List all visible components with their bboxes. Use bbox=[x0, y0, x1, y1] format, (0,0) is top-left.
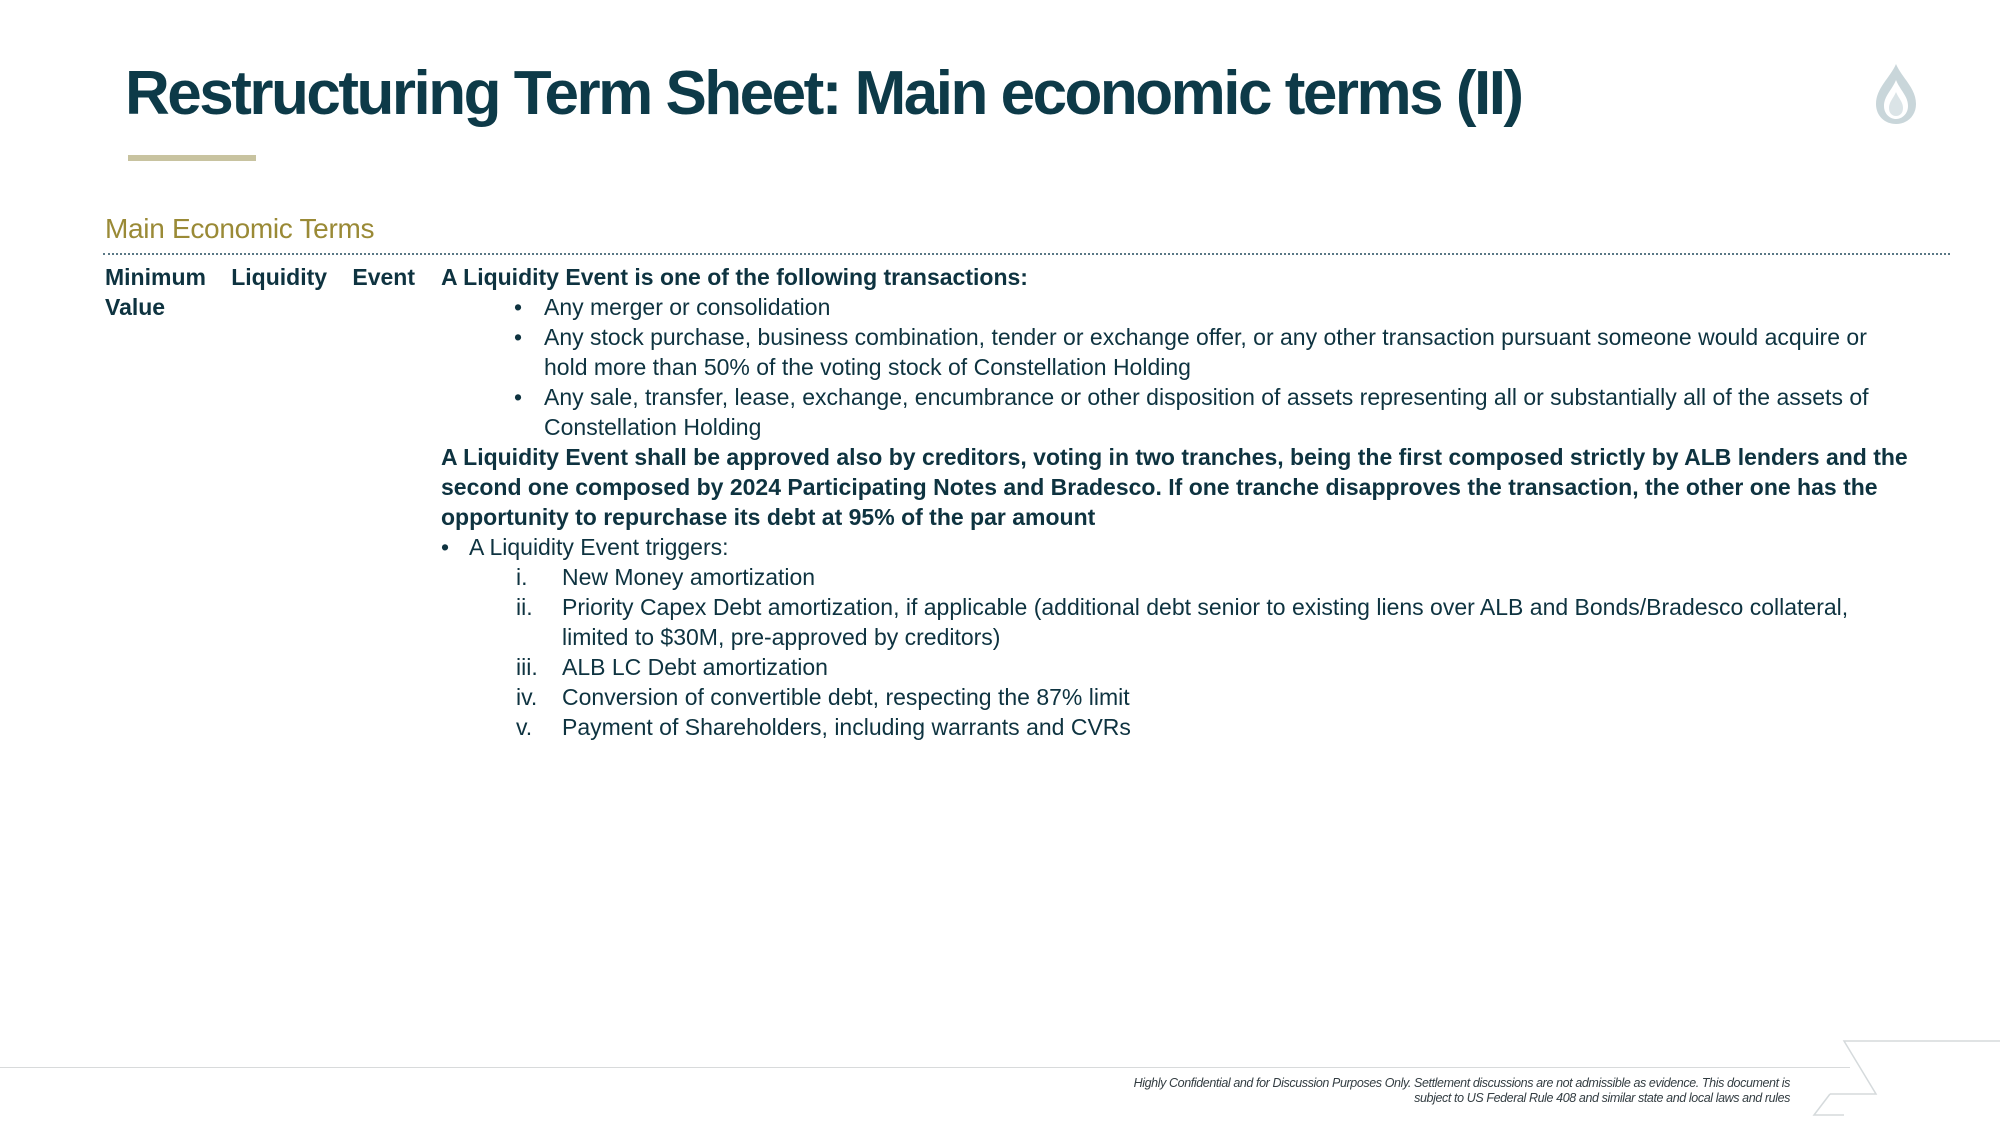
page-title: Restructuring Term Sheet: Main economic terms (II) bbox=[125, 59, 1522, 128]
list-item-text: Priority Capex Debt amortization, if applicable (additional debt senior to existing liens over ALB and Bonds/Bradesco collateral, limited to $30M, pre-approved by creditors) bbox=[562, 594, 1849, 650]
triggers-bullet bbox=[441, 532, 1951, 562]
list-item-text: Conversion of convertible debt, respecting the 87% limit bbox=[562, 684, 1130, 710]
list-item-text: Any sale, transfer, lease, exchange, encumbrance or other disposition of assets representing all or substantially all of the assets of Constellation Holding bbox=[544, 384, 1869, 440]
triggers-label: A Liquidity Event triggers: bbox=[469, 534, 729, 560]
list-item bbox=[441, 682, 1951, 712]
list-item bbox=[441, 712, 1951, 742]
title-underline bbox=[128, 155, 256, 161]
flame-drop-icon bbox=[1872, 62, 1920, 126]
footer-decoration bbox=[1800, 1040, 2000, 1125]
terms-content bbox=[441, 262, 1951, 742]
section-divider bbox=[103, 253, 1950, 255]
roman-marker: i. bbox=[516, 564, 528, 590]
triggers-list bbox=[441, 562, 1951, 742]
list-item-text: Any stock purchase, business combination, tender or exchange offer, or any other transaction pursuant someone would acquire or hold more than 50% of the voting stock of Constellation Holding bbox=[544, 324, 1867, 380]
section-header: Main Economic Terms bbox=[105, 213, 375, 244]
roman-marker: iii. bbox=[516, 654, 538, 680]
list-item-text: Payment of Shareholders, including warrants and CVRs bbox=[562, 714, 1131, 740]
list-item bbox=[441, 292, 1951, 322]
footer-disclaimer bbox=[890, 1076, 1790, 1106]
list-item bbox=[441, 652, 1951, 682]
list-item bbox=[441, 562, 1951, 592]
list-item-text: New Money amortization bbox=[562, 564, 816, 590]
footer-divider bbox=[0, 1067, 1850, 1068]
bullet-marker: • bbox=[514, 324, 523, 350]
list-item-text: Any merger or consolidation bbox=[544, 294, 831, 320]
roman-marker: iv. bbox=[516, 684, 538, 710]
roman-marker: v. bbox=[516, 714, 533, 740]
list-item-text: ALB LC Debt amortization bbox=[562, 654, 828, 680]
list-item bbox=[441, 322, 1951, 382]
list-item bbox=[441, 532, 1951, 562]
disclaimer-line: subject to US Federal Rule 408 and similar state and local laws and rules bbox=[1414, 1091, 1790, 1105]
bullet-marker: • bbox=[441, 534, 450, 560]
list-item bbox=[441, 592, 1951, 652]
approval-paragraph: A Liquidity Event shall be approved also by creditors, voting in two tranches, being the first composed strictly by ALB lenders and the second one composed by 2024 Participating Notes and Bradesco. If one tranche disapproves the transaction, the other one has the opportunity to repurchase its debt at 95% of the par amount bbox=[441, 444, 1908, 530]
liquidity-event-intro: A Liquidity Event is one of the following transactions: bbox=[441, 264, 1028, 290]
disclaimer-line: Highly Confidential and for Discussion Purposes Only. Settlement discussions are not admissible as evidence. This document is bbox=[1133, 1076, 1790, 1090]
list-item bbox=[441, 382, 1951, 442]
transaction-list bbox=[441, 292, 1951, 442]
bullet-marker: • bbox=[514, 384, 523, 410]
bullet-marker: • bbox=[514, 294, 523, 320]
roman-marker: ii. bbox=[516, 594, 533, 620]
row-label: Minimum Liquidity Event Value bbox=[105, 264, 415, 320]
